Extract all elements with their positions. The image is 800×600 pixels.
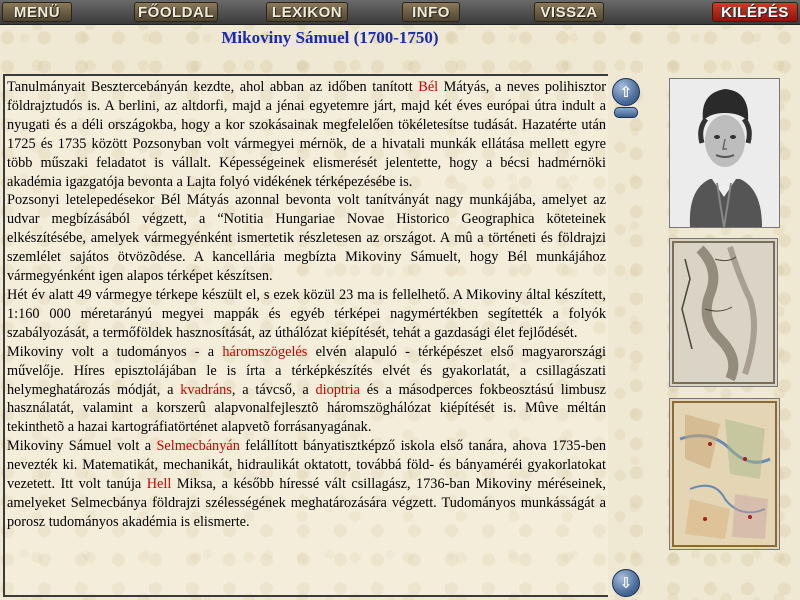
article-paragraph: Hét év alatt 49 vármegye térkepe készült el, s ezek közül 23 ma is fellelhető. A Mikoviny által készített, 1:160 000 méretarányú megyei mappák és egyéb térképei nagymértékben segítették a folyók szabályozását, a termőföldek hasznosítását, az úthálózat kiépítését, tehát a gazdasági élet fejlődését. [7, 286, 606, 341]
menu-button[interactable]: MENÜ [2, 2, 72, 22]
lexicon-button[interactable]: LEXIKON [266, 2, 348, 22]
article-text-run: elvén alapuló - térképészet első magyarországi művelője. Híres episztolájában le is írta a térképkészítés elvét és gyakorlatát, a csillagászati helymeghatározás módját, a [7, 343, 606, 398]
article-text-run: felállított bányatisztképző iskola első tanára, ahova 1735-ben nevezték ki. Matematikát, mechanikát, hidraulikát oktatott, továbbá föld- és bányaméréi gyakorlatokat vezetett. Itt volt tanúja [7, 438, 606, 493]
scroll-position-indicator[interactable] [614, 107, 638, 118]
portrait-image [670, 79, 779, 227]
lexicon-link-dioptria[interactable]: dioptria [315, 381, 360, 398]
lexicon-link-kvadrans[interactable]: kvadráns [180, 381, 232, 398]
article-text-run: Miksa, a később híressé vált csillagász, 1736-ban Mikoviny méréseinek, amelyeket Selmecbánya földrajzi szélességének meghatározására végzett. Tudományos munkásságát a porosz tudományos akadémia is elismerte. [7, 476, 606, 530]
article-scroll-panel[interactable] [3, 74, 608, 597]
article-text-run: , a távcső, a [231, 381, 316, 398]
article-text [5, 76, 608, 532]
portrait-thumbnail[interactable] [669, 78, 780, 228]
back-button[interactable]: VISSZA [534, 2, 604, 22]
page-title: Mikoviny Sámuel (1700-1750) [221, 28, 439, 47]
article-paragraph [7, 343, 606, 438]
lexicon-link-selmecbanya[interactable]: Selmecbányán [156, 438, 240, 455]
map-thumbnail-2[interactable] [669, 398, 780, 550]
scroll-up-button[interactable] [612, 78, 640, 106]
article-paragraph [7, 437, 606, 532]
lexicon-link-bel[interactable]: Bél [418, 79, 439, 95]
arrow-down-icon: ⇩ [619, 574, 633, 592]
article-text-run: és a másodperces fokbeosztású limbusz használatát, valamint a korszerû alapvonalfejlesztõ háromszöghálózat kiépítését is. Mûve méltán tekinthetõ a hazai kartográfiatörténet alapvetõ forrásanyagának. [7, 381, 606, 436]
info-button[interactable]: INFO [402, 2, 460, 22]
exit-button[interactable]: KILÉPÉS [712, 2, 798, 22]
article-text-run: Mátyás, a neves polihisztor földrajztudós is. A berlini, az altdorfi, majd a jénai egyetemre járt, majd két éves európai útra indult a nyugati és a déli országokba, hogy a kor szokásainak megfelelően tökéletesítse tudását. Hazatérte után 1725 és 1735 között Pozsonyban volt vármegyei mérnök, de a hivatali munkák ellátása mellett egyre több műszaki feladatot is vállalt. Képességeinek elismerését jelentette, hogy a bécsi hadmérnöki akadémia igazgatója bevonta a Lajta folyó vidékének térképezésébe is. [7, 79, 606, 190]
article-text-run: Mikoviny volt a tudományos - a [7, 343, 223, 360]
article-text-run: Mikoviny Sámuel volt a [7, 438, 157, 455]
map-image [670, 399, 779, 549]
home-button[interactable]: FŐOLDAL [134, 2, 218, 22]
article-paragraph [7, 78, 606, 191]
lexicon-link-haromszogeles[interactable]: háromszögelés [222, 343, 308, 360]
article-text-run: Tanulmányait Besztercebányán kezdte, ahol abban az időben tanított [7, 79, 419, 95]
lexicon-link-hell[interactable]: Hell [146, 476, 172, 493]
map-thumbnail-1[interactable] [669, 238, 778, 387]
map-image [670, 239, 777, 386]
arrow-up-icon: ⇧ [619, 83, 633, 101]
scroll-down-button[interactable] [612, 569, 640, 597]
top-navigation-bar [0, 0, 800, 25]
article-paragraph: Pozsonyi letelepedésekor Bél Mátyás azonnal bevonta volt tanítványát nagy munkájába, amelyet az udvar megbízásából végzett, a “Notitia Hungariae Novae Historico Geographica köteteinek elkészítésébe, amelyek vármegyénként ismertetik részletesen az országot. A mû a történeti és földrajzi szemlélet sajátos ötvözõdése. A kancellária megbízta Mikoviny Sámuelt, hogy Bél munkájához vármegyénként igen alapos térképet készítsen. [7, 192, 606, 285]
